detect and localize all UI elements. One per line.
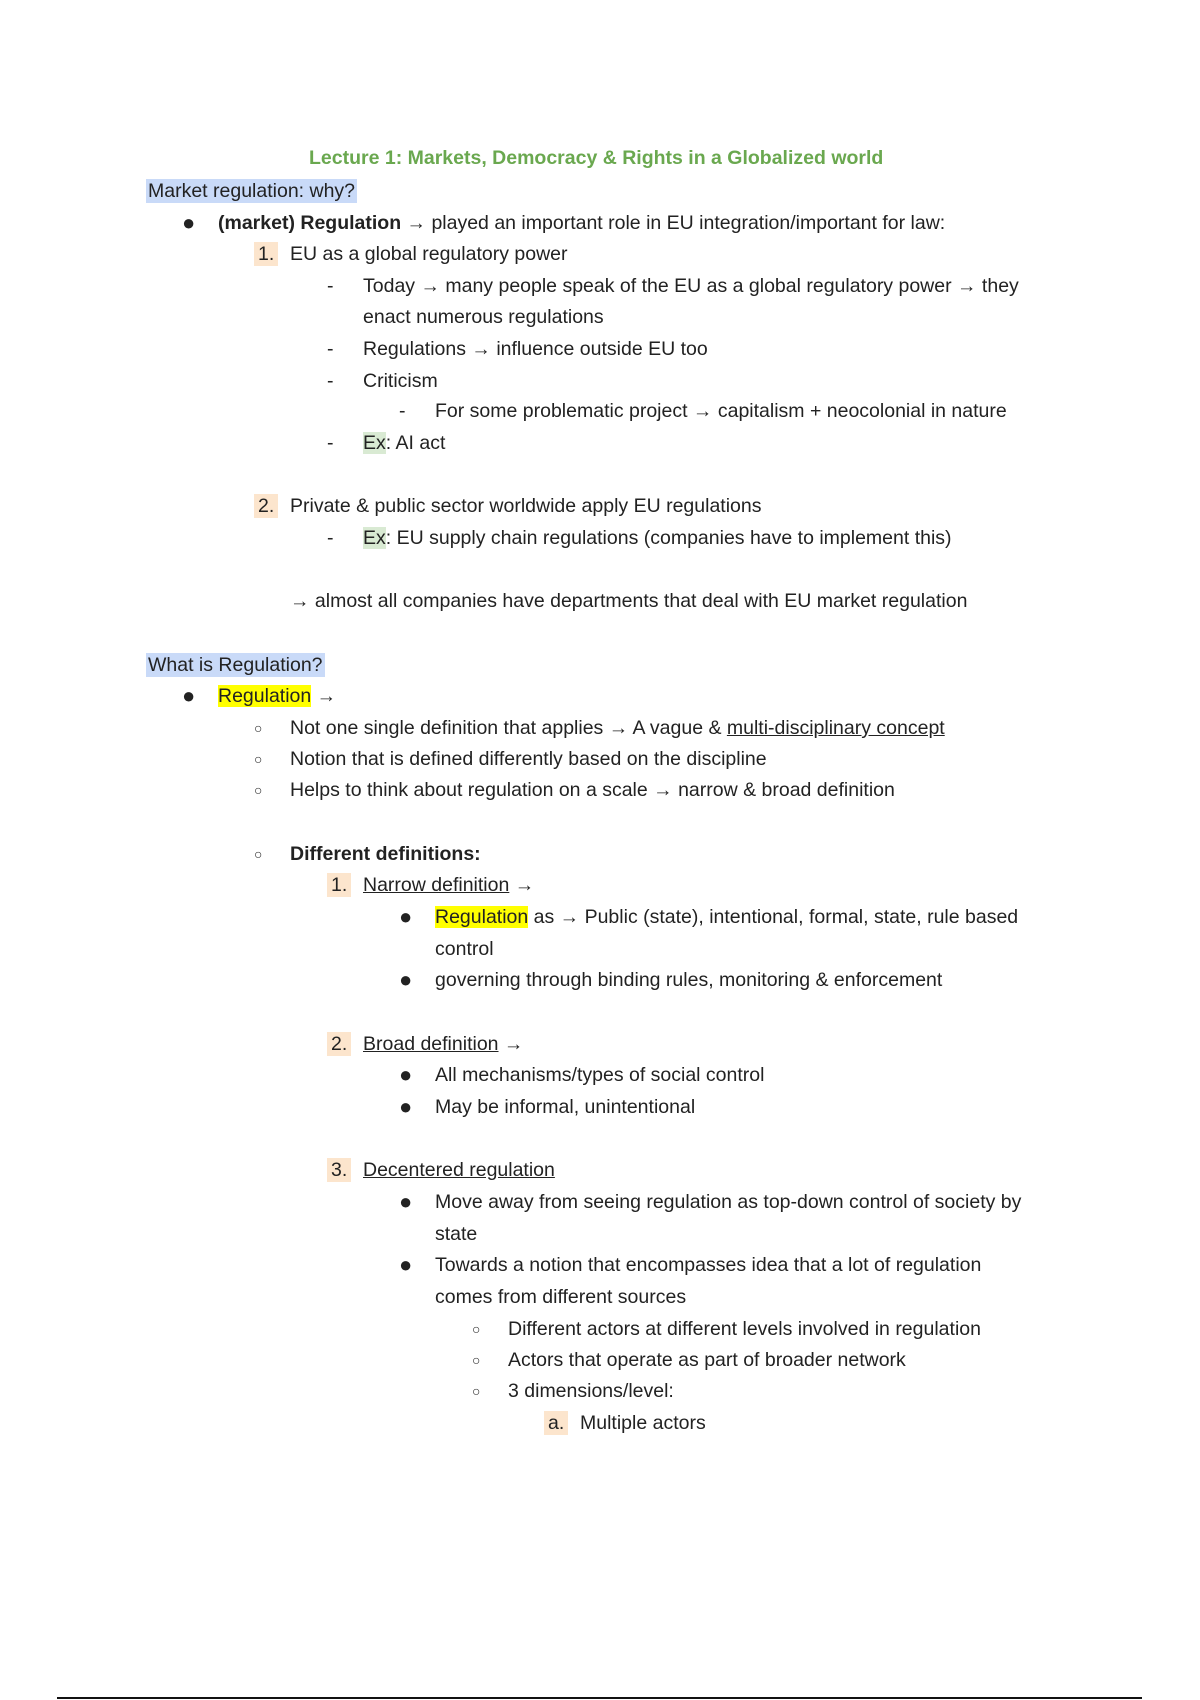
circle-marker: ○ <box>472 1321 481 1337</box>
dash-criticism-sub: For some problematic project → capitalism + neocolonial in nature <box>435 400 1007 422</box>
circle-marker: ○ <box>254 751 263 767</box>
dash-regulations-influence: Regulations → influence outside EU too <box>363 338 708 360</box>
def-decentered: Decentered regulation <box>363 1159 555 1181</box>
def-narrow: Narrow definition → <box>363 874 535 896</box>
circle-marker: ○ <box>254 782 263 798</box>
section-heading-what-is-regulation: What is Regulation? <box>148 654 323 676</box>
circle-marker: ○ <box>254 846 263 862</box>
bullet-marker: ● <box>399 967 413 992</box>
bullet-marker: ● <box>399 1094 413 1119</box>
bullet-marker: ● <box>399 904 413 929</box>
dash-example-ai-act: Ex: AI act <box>363 432 446 454</box>
decentered-bullet1-line2: state <box>435 1223 478 1245</box>
bullet-marker: ● <box>182 210 196 235</box>
dash-today-line1: Today → many people speak of the EU as a global regulatory power → they <box>363 275 1019 297</box>
item-private-public-sector: Private & public sector worldwide apply EU regulations <box>290 495 762 517</box>
broad-bullet-mechanisms: All mechanisms/types of social control <box>435 1064 765 1086</box>
dash-marker: - <box>327 432 334 454</box>
dash-marker: - <box>399 400 406 422</box>
list-number: 2. <box>327 1031 351 1057</box>
document-title: Lecture 1: Markets, Democracy & Rights in a Globalized world <box>309 147 884 169</box>
sub-helps-to-think: Helps to think about regulation on a scale → narrow & broad definition <box>290 779 895 801</box>
broad-bullet-informal: May be informal, unintentional <box>435 1096 696 1118</box>
dimension-multiple-actors: Multiple actors <box>580 1412 706 1434</box>
circle-marker: ○ <box>472 1352 481 1368</box>
decentered-sub-actors-levels: Different actors at different levels involved in regulation <box>508 1318 981 1340</box>
bullet-marker: ● <box>399 1189 413 1214</box>
dash-marker: - <box>327 338 334 360</box>
decentered-bullet2-line2: comes from different sources <box>435 1286 687 1308</box>
section-heading-market-regulation: Market regulation: why? <box>148 180 356 202</box>
list-letter: a. <box>544 1410 568 1436</box>
dash-marker: - <box>327 370 334 392</box>
bullet-marker: ● <box>182 683 196 708</box>
narrow-bullet-line1: Regulation as → Public (state), intentional, formal, state, rule based <box>435 906 1019 928</box>
dash-example-supply-chain: Ex: EU supply chain regulations (companies have to implement this) <box>363 527 952 549</box>
bullet-regulation: Regulation → <box>218 685 337 707</box>
bullet-market-regulation: (market) Regulation → played an important role in EU integration/important for law: <box>218 212 946 234</box>
bullet-marker: ● <box>399 1062 413 1087</box>
decentered-bullet2-line1: Towards a notion that encompasses idea that a lot of regulation <box>435 1254 982 1276</box>
narrow-bullet-line2: control <box>435 938 494 960</box>
dash-marker: - <box>327 275 334 297</box>
decentered-sub-dimensions: 3 dimensions/level: <box>508 1380 674 1402</box>
decentered-bullet1-line1: Move away from seeing regulation as top-down control of society by <box>435 1191 1022 1213</box>
list-number: 1. <box>327 872 351 898</box>
bullet-marker: ● <box>399 1252 413 1277</box>
list-number: 1. <box>254 241 278 267</box>
item-eu-global-power: EU as a global regulatory power <box>290 243 568 265</box>
page-bottom-rule <box>57 1697 1142 1699</box>
sub-not-one-definition: Not one single definition that applies → A vague & multi-disciplinary concept <box>290 717 945 739</box>
circle-marker: ○ <box>472 1383 481 1399</box>
note-companies-departments: → almost all companies have departments that deal with EU market regulation <box>290 590 968 612</box>
decentered-sub-network: Actors that operate as part of broader network <box>508 1349 906 1371</box>
dash-criticism: Criticism <box>363 370 438 392</box>
dash-today-line2: enact numerous regulations <box>363 306 604 328</box>
sub-different-definitions: Different definitions: <box>290 843 481 865</box>
sub-notion-defined: Notion that is defined differently based on the discipline <box>290 748 767 770</box>
list-number: 3. <box>327 1157 351 1183</box>
narrow-bullet-governing: governing through binding rules, monitoring & enforcement <box>435 969 943 991</box>
def-broad: Broad definition → <box>363 1033 524 1055</box>
circle-marker: ○ <box>254 720 263 736</box>
list-number: 2. <box>254 493 278 519</box>
dash-marker: - <box>327 527 334 549</box>
